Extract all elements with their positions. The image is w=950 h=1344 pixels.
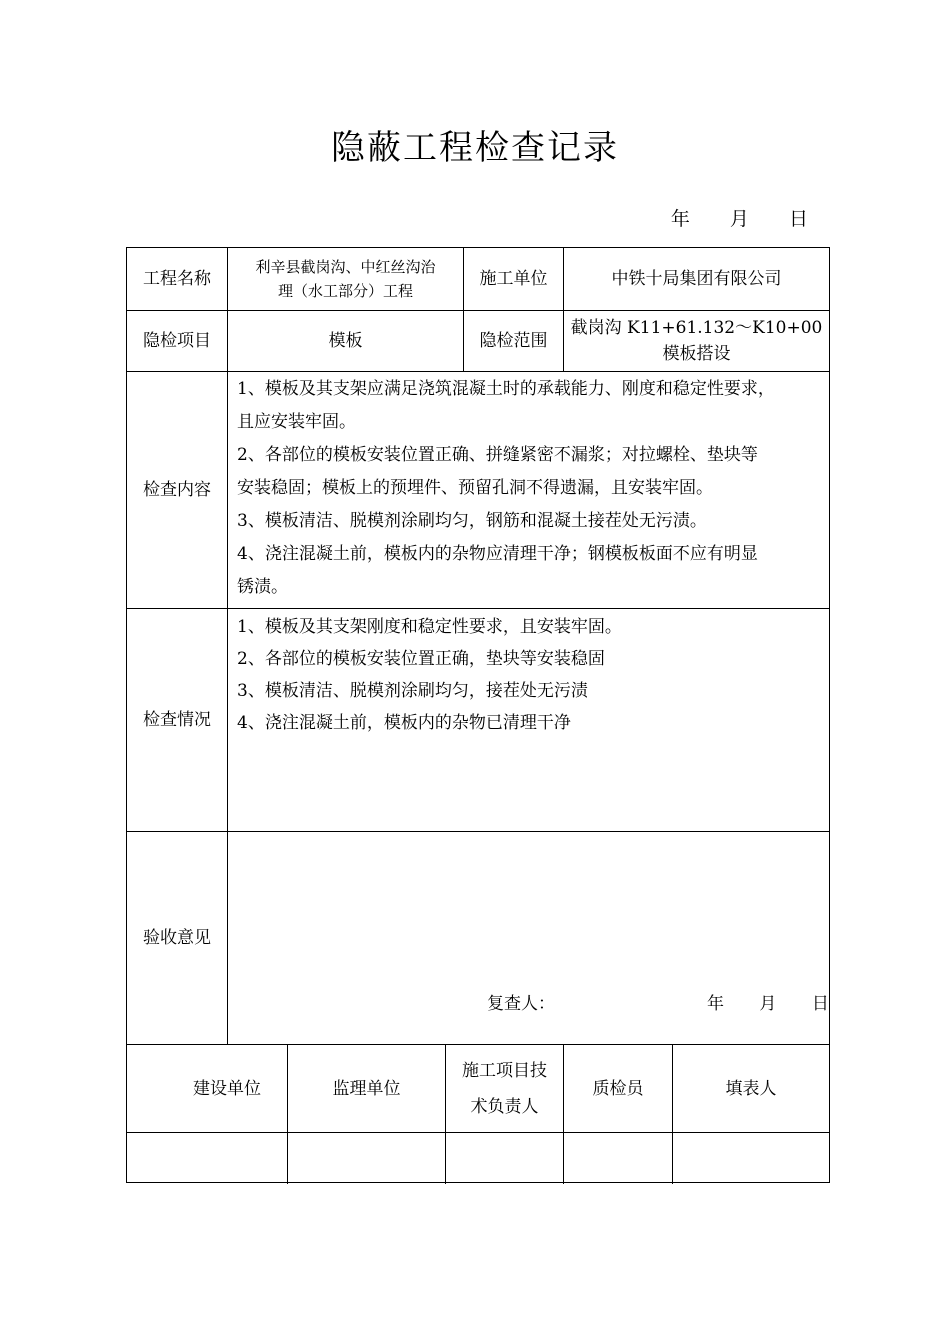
inspection-status-line: 1、模板及其支架刚度和稳定性要求，且安装牢固。 xyxy=(237,617,622,637)
document-title: 隐蔽工程检查记录 xyxy=(331,128,619,168)
reviewer-label: 复查人： xyxy=(487,994,555,1014)
acceptance-opinion-label: 验收意见 xyxy=(143,928,211,948)
inspection-content-line: 安装稳固；模板上的预埋件、预留孔洞不得遗漏，且安装牢固。 xyxy=(237,478,713,498)
project-name-line-2: 理（水工部分）工程 xyxy=(277,282,413,300)
hidden-item-value: 模板 xyxy=(328,331,363,351)
inspection-content-text xyxy=(237,373,831,604)
contractor-label: 施工单位 xyxy=(479,269,548,289)
inspection-content-line: 4、浇注混凝土前，模板内的杂物应清理干净；钢模板板面不应有明显 xyxy=(237,544,758,564)
inspection-record-table xyxy=(126,247,830,1183)
inspection-status-line: 2、各部位的模板安装位置正确，垫块等安装稳固 xyxy=(237,649,605,669)
project-name-value xyxy=(228,248,463,310)
inspection-content-line: 2、各部位的模板安装位置正确、拼缝紧密不漏浆；对拉螺栓、垫块等 xyxy=(237,445,758,465)
project-name-line-1: 利辛县截岗沟、中红丝沟治 xyxy=(255,258,436,276)
header-date xyxy=(671,204,808,234)
header-date-day: 日 xyxy=(788,208,808,230)
tech-lead-label xyxy=(446,1045,563,1132)
row-divider-6 xyxy=(127,1132,829,1133)
tech-lead-line-2: 术负责人 xyxy=(470,1096,539,1117)
contractor-value: 中铁十局集团有限公司 xyxy=(611,269,782,289)
inspection-status-text xyxy=(237,611,831,739)
inspection-content-label: 检查内容 xyxy=(143,480,211,500)
project-name-label: 工程名称 xyxy=(143,269,211,289)
hidden-scope-line-1: 截岗沟 K11+61.132～K10+00 xyxy=(570,318,823,338)
hidden-scope-line-2: 模板搭设 xyxy=(662,344,731,364)
hidden-scope-value xyxy=(564,311,829,371)
hidden-scope-label: 隐检范围 xyxy=(479,331,548,351)
construction-unit-label: 建设单位 xyxy=(193,1078,261,1099)
inspection-status-line: 3、模板清洁、脱模剂涂刷均匀，接茬处无污渍 xyxy=(237,681,588,701)
inspection-status-line: 4、浇注混凝土前，模板内的杂物已清理干净 xyxy=(237,713,571,733)
review-date-month: 月 xyxy=(759,994,777,1014)
supervision-unit-label: 监理单位 xyxy=(332,1078,401,1099)
inspection-content-line: 1、模板及其支架应满足浇筑混凝土时的承载能力、刚度和稳定性要求， xyxy=(237,379,775,399)
form-filler-label: 填表人 xyxy=(725,1078,777,1099)
row-divider-3 xyxy=(127,608,829,609)
hidden-item-label: 隐检项目 xyxy=(143,331,211,351)
review-date-year: 年 xyxy=(707,994,724,1014)
quality-inspector-label: 质检员 xyxy=(592,1078,644,1099)
tech-lead-line-1: 施工项目技 xyxy=(462,1060,547,1081)
row-divider-2 xyxy=(127,371,829,372)
inspection-content-line: 锈渍。 xyxy=(237,577,288,597)
inspection-content-line: 且应安装牢固。 xyxy=(237,412,356,432)
review-date xyxy=(707,990,829,1018)
inspection-status-label: 检查情况 xyxy=(143,710,211,730)
header-date-month: 月 xyxy=(729,208,749,230)
inspection-content-line: 3、模板清洁、脱模剂涂刷均匀，钢筋和混凝土接茬处无污渍。 xyxy=(237,511,707,531)
row-divider-4 xyxy=(127,831,829,832)
header-date-year: 年 xyxy=(670,208,690,230)
review-date-day: 日 xyxy=(811,994,829,1014)
